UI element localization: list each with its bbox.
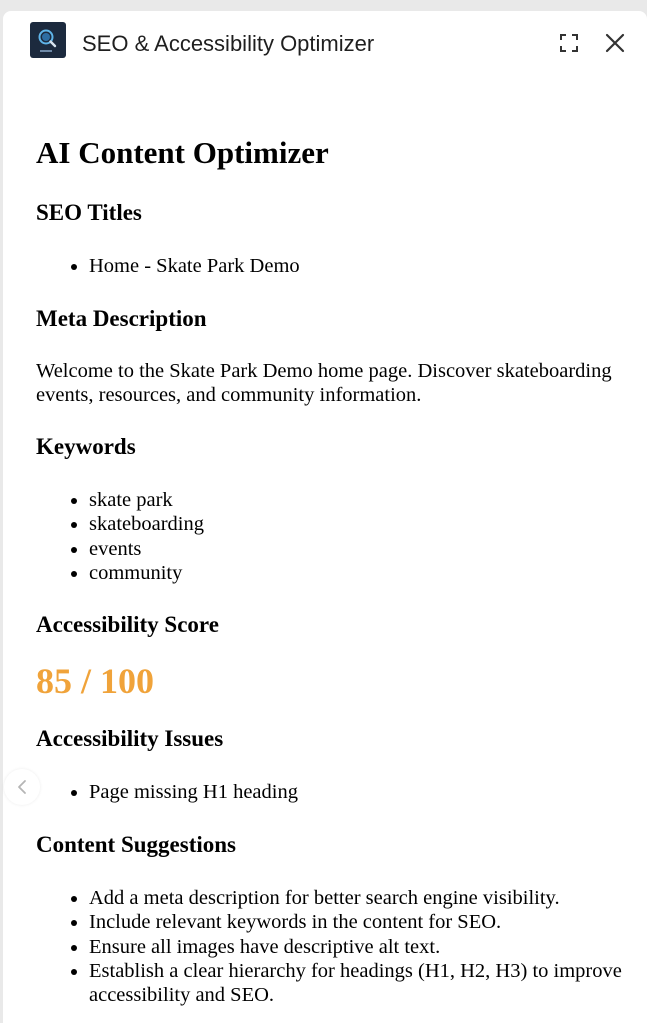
accessibility-issues-heading: Accessibility Issues [36, 726, 224, 752]
optimizer-panel [3, 11, 647, 1023]
list-item: • Establish a clear hierarchy for headings (H1, H2, H3) to improve accessibility and SEO. [89, 959, 626, 1007]
expand-icon [556, 30, 582, 56]
list-item: • Include relevant keywords in the content for SEO. [89, 910, 626, 934]
chevron-left-icon [14, 778, 30, 796]
expand-button[interactable] [556, 30, 582, 56]
magnifier-icon [30, 22, 66, 58]
close-button[interactable] [602, 30, 628, 56]
window-title: SEO & Accessibility Optimizer [82, 31, 375, 56]
list-item: • skateboarding [89, 512, 626, 536]
accessibility-score-heading: Accessibility Score [36, 612, 219, 638]
close-icon [602, 30, 628, 56]
meta-description-text: Welcome to the Skate Park Demo home page. Discover skateboarding events, resources, and community information. [36, 360, 612, 407]
list-item: • community [89, 561, 626, 585]
seo-titles-heading: SEO Titles [36, 200, 142, 225]
list-item: • Home - Skate Park Demo [89, 254, 626, 278]
keywords-heading: Keywords [36, 434, 136, 460]
content-suggestions-list [36, 886, 626, 1007]
accessibility-score-value: 85 / 100 [36, 661, 155, 702]
panel-header [3, 11, 647, 77]
optimizer-content [36, 121, 626, 1007]
accessibility-issues-list [36, 780, 626, 804]
seo-titles-list [36, 254, 626, 278]
list-item: • Page missing H1 heading [89, 780, 626, 804]
meta-description-heading: Meta Description [36, 306, 207, 332]
list-item: • Ensure all images have descriptive alt text. [89, 935, 626, 959]
side-nav-back-button[interactable] [4, 769, 40, 805]
keywords-list [36, 488, 626, 585]
page-heading: AI Content Optimizer [36, 135, 329, 170]
content-suggestions-heading: Content Suggestions [36, 832, 237, 858]
list-item: • events [89, 537, 626, 561]
list-item: • Add a meta description for better search engine visibility. [89, 886, 626, 910]
list-item: • skate park [89, 488, 626, 512]
